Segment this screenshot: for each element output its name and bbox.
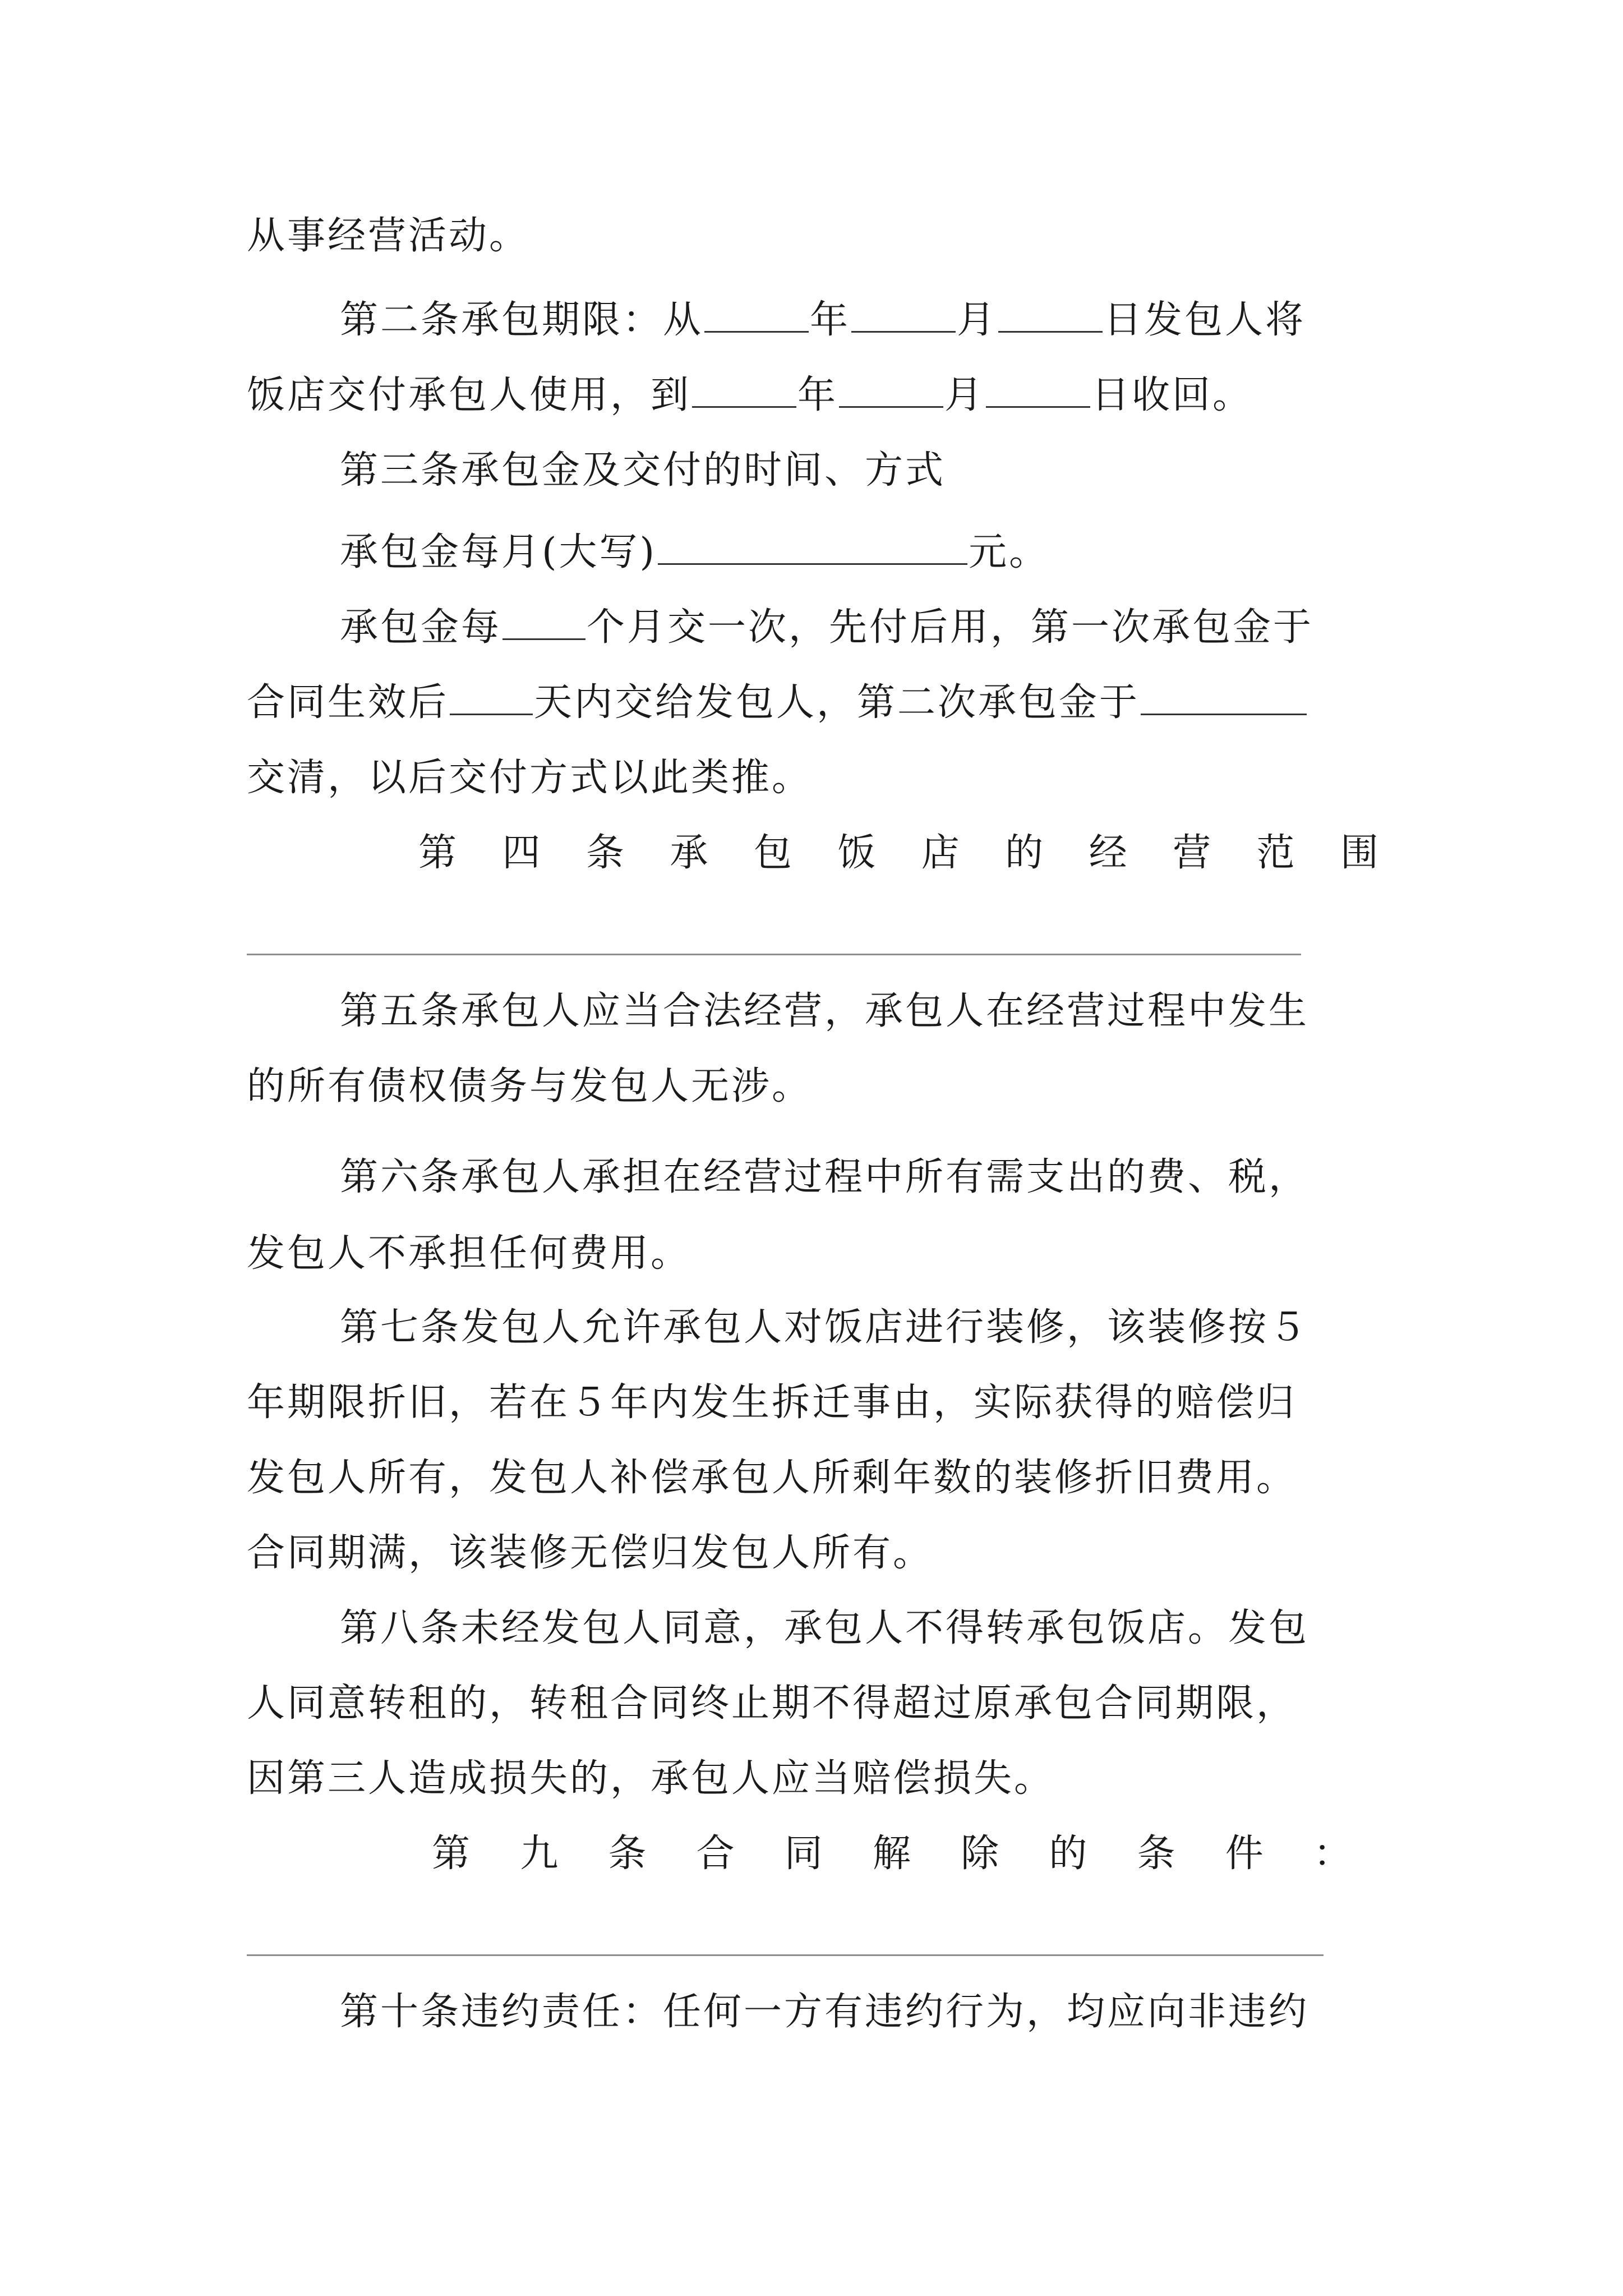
article-8-line-3 bbox=[247, 1754, 1391, 1804]
article-6-line-2 bbox=[247, 1228, 1391, 1279]
text-run: 第八条未经发包人同意，承包人不得转承包饭店。发包 bbox=[340, 1606, 1310, 1650]
heading-char: 除 bbox=[961, 1832, 999, 1876]
text-line bbox=[247, 211, 1391, 261]
text-run: 第六条承包人承担在经营过程中所有需支出的费、税， bbox=[340, 1155, 1310, 1199]
article-6-line-1 bbox=[340, 1152, 1394, 1203]
article-7-line-2 bbox=[247, 1378, 1391, 1428]
article-9-heading bbox=[432, 1829, 1352, 1879]
payment-line-1 bbox=[340, 602, 1394, 653]
heading-char: 四 bbox=[502, 831, 541, 875]
blank-day bbox=[998, 298, 1103, 333]
blank-year bbox=[692, 374, 796, 408]
text-run: 日发包人将 bbox=[1104, 298, 1306, 342]
text-run: 第二条承包期限：从 bbox=[340, 298, 704, 342]
text-run: 承包金每 bbox=[340, 605, 502, 650]
text-run: 发包人所有，发包人补偿承包人所剩年数的装修折旧费用。 bbox=[247, 1456, 1297, 1500]
payment-line-3 bbox=[247, 753, 1391, 803]
blank-amount bbox=[658, 531, 967, 565]
text-run: 人同意转租的，转租合同终止期不得超过原承包合同期限， bbox=[247, 1681, 1297, 1726]
text-run: 承包金每月(大写) bbox=[340, 530, 657, 574]
article-2-line-1 bbox=[340, 295, 1394, 346]
text-run: 日收回。 bbox=[1091, 373, 1253, 417]
heading-char: 合 bbox=[696, 1832, 735, 1876]
text-run: 月 bbox=[957, 298, 998, 342]
blank-month bbox=[851, 298, 956, 333]
text-run: 合同期满，该装修无偿归发包人所有。 bbox=[247, 1531, 934, 1575]
text-run: 个月交一次，先付后用，第一次承包金于 bbox=[587, 605, 1314, 650]
heading-char: 的 bbox=[1005, 831, 1044, 875]
heading-char: 的 bbox=[1049, 1832, 1087, 1876]
heading-char: 同 bbox=[784, 1832, 823, 1876]
text-run: 第七条发包人允许承包人对饭店进行装修，该装修按５ bbox=[340, 1305, 1310, 1350]
text-run: 月 bbox=[944, 373, 985, 417]
text-run: 合同生效后 bbox=[247, 680, 449, 725]
heading-char: 九 bbox=[520, 1832, 559, 1876]
article-5-line-1 bbox=[340, 986, 1394, 1037]
article-9-blank-rule bbox=[247, 1954, 1324, 1956]
heading-char: 范 bbox=[1256, 831, 1295, 875]
blank-days bbox=[450, 681, 533, 715]
text-run: 从事经营活动。 bbox=[247, 214, 530, 258]
heading-char: 第 bbox=[432, 1832, 471, 1876]
text-run: 年 bbox=[810, 298, 851, 342]
heading-char: ： bbox=[1313, 1832, 1352, 1876]
article-7-line-4 bbox=[247, 1528, 1391, 1579]
text-run: 年期限折旧，若在５年内发生拆迁事由，实际获得的赔偿归 bbox=[247, 1381, 1297, 1425]
article-7-line-3 bbox=[247, 1453, 1391, 1503]
heading-char: 经 bbox=[1089, 831, 1127, 875]
heading-char: 件 bbox=[1225, 1832, 1264, 1876]
text-run: 年 bbox=[797, 373, 838, 417]
heading-char: 条 bbox=[585, 831, 624, 875]
text-run: 天内交给发包人，第二次承包金于 bbox=[534, 680, 1140, 725]
text-run: 第五条承包人应当合法经营，承包人在经营过程中发生 bbox=[340, 989, 1310, 1033]
article-4-heading bbox=[418, 828, 1378, 878]
heading-char: 店 bbox=[921, 831, 960, 875]
blank-day bbox=[986, 374, 1090, 408]
article-3-title bbox=[340, 445, 1394, 496]
article-8-line-1 bbox=[340, 1603, 1394, 1654]
article-8-line-2 bbox=[247, 1678, 1391, 1729]
heading-char: 围 bbox=[1340, 831, 1378, 875]
text-run: 发包人不承担任何费用。 bbox=[247, 1231, 691, 1276]
text-run: 第三条承包金及交付的时间、方式 bbox=[340, 448, 946, 493]
heading-char: 承 bbox=[670, 831, 708, 875]
heading-char: 饭 bbox=[837, 831, 876, 875]
heading-char: 条 bbox=[608, 1832, 647, 1876]
article-5-line-2 bbox=[247, 1061, 1391, 1112]
text-run: 交清，以后交付方式以此类推。 bbox=[247, 756, 813, 800]
monthly-fee-line bbox=[340, 527, 1394, 578]
blank-months bbox=[502, 606, 585, 640]
article-10-line-1 bbox=[340, 1987, 1394, 2037]
text-run: 因第三人造成损失的，承包人应当赔偿损失。 bbox=[247, 1756, 1055, 1801]
text-run: 元。 bbox=[969, 530, 1050, 574]
blank-year bbox=[704, 298, 809, 333]
article-2-line-2 bbox=[247, 370, 1391, 421]
text-run: 第十条违约责任：任何一方有违约行为，均应向非违约 bbox=[340, 1990, 1310, 2034]
article-7-line-1 bbox=[340, 1303, 1394, 1353]
text-run: 的所有债权债务与发包人无涉。 bbox=[247, 1064, 813, 1108]
blank-month bbox=[839, 374, 943, 408]
heading-char: 营 bbox=[1173, 831, 1211, 875]
heading-char: 包 bbox=[753, 831, 792, 875]
article-4-blank-rule bbox=[247, 954, 1301, 955]
heading-char: 条 bbox=[1137, 1832, 1175, 1876]
heading-char: 解 bbox=[872, 1832, 911, 1876]
payment-line-2 bbox=[247, 678, 1391, 728]
text-run: 饭店交付承包人使用，到 bbox=[247, 373, 691, 417]
heading-char: 第 bbox=[418, 831, 457, 875]
blank-date bbox=[1141, 681, 1307, 715]
